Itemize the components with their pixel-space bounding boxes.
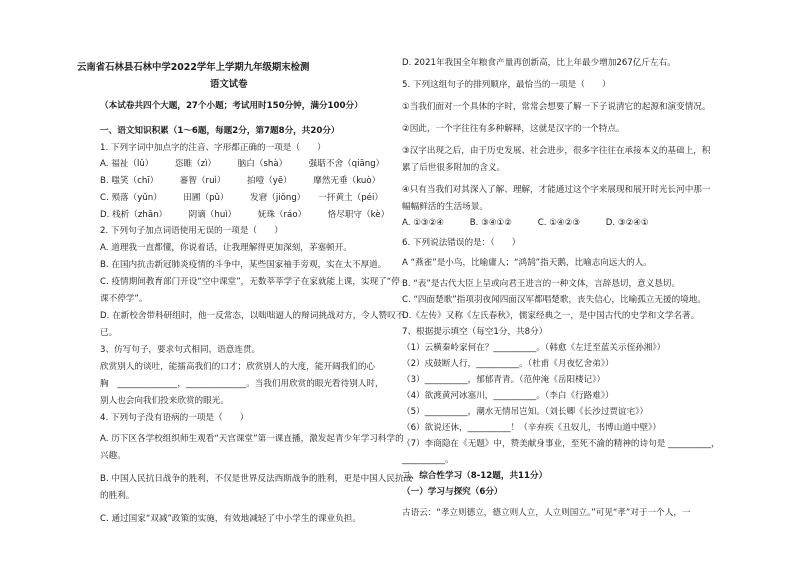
- question-4: 4. 下列句子没有语病的一项是（ ）: [100, 413, 249, 423]
- question-2-option-a: A. 道理我一直都懂，你说着话，让我理解得更加深刻，茅塞顿开。: [100, 243, 352, 253]
- exam-title: 云南省石林县石林中学2022学年上学期九年级期末检测: [77, 62, 310, 73]
- question-5: 5. 下列这组句子的排列顺序，最恰当的一项是（ ）: [402, 80, 611, 90]
- question-7-item-2: （2）戍鼓断人行，__________。（杜甫《月夜忆舍弟》）: [402, 359, 614, 369]
- exam-subtitle: 语文试卷: [210, 79, 248, 90]
- question-3-line-2: 胸 ______________，______________。当我们用欣赏的眼光看待别人时，: [100, 379, 384, 389]
- question-4-option-b: B. 中国人民抗日战争的胜利，不仅是世界反法西斯战争的胜利，更是中国人民抗战: [100, 474, 413, 484]
- question-7-item-3: （3）__________，郁郁青青。（范仲淹《岳阳楼记》）: [402, 375, 606, 385]
- question-2-option-c-cont: 课不停学”。: [100, 294, 148, 304]
- question-1: 1. 下列字词中加点字的注音、字形都正确的一项是（ ）: [100, 143, 326, 153]
- section-1-heading: 一、语文知识积累（1～6题，每题2分，第7题8分，共20分）: [100, 126, 340, 136]
- exam-note: （本试卷共四个大题，27个小题；考试用时150分钟，满分100分）: [100, 101, 363, 111]
- question-4-option-b-cont: 的胜利。: [100, 491, 135, 501]
- question-5-sentence-4-cont: 幅幅鲜活的生活场景。: [402, 202, 488, 212]
- question-2-option-d-cont: 已。: [100, 328, 118, 338]
- question-2: 2. 下列句子加点词语使用无误的一项是（ ）: [100, 226, 283, 236]
- subsection-1-heading: （一）学习与探究（6分）: [402, 487, 503, 497]
- question-7-item-7-cont: __________。: [402, 455, 454, 465]
- question-5-sentence-1: ①当我们面对一个具体的字时，常常会想要了解一下子说清它的起源和演变情况。: [402, 102, 711, 112]
- question-4-option-a-cont: 兴趣。: [100, 451, 126, 461]
- question-1-option-a: A. 福祉（lǔ） 恣睢（zì） 脑白（shà） 强聒不舍（qiāng）: [100, 159, 385, 169]
- question-3-line-3: 别人也会向我们投来欣赏的眼光。: [100, 396, 229, 406]
- question-7-item-6: （6）欲说还休，__________！（辛弃疾《丑奴儿，书博山道中壁》）: [402, 423, 661, 433]
- section-2-heading: 二、综合性学习（8-12题，共11分）: [402, 471, 548, 481]
- question-3: 3、仿写句子，要求句式相同，语意连贯。: [100, 345, 261, 355]
- question-7: 7、根据提示填空（每空1分，共8分）: [402, 327, 548, 337]
- question-6: 6. 下列说法错误的是：（ ）: [402, 238, 521, 248]
- question-6-option-a: A “燕雀”是小鸟，比喻庸人；“鸿鹄”指天鹅，比喻志向远大的人。: [402, 258, 652, 268]
- question-7-item-5: （5）__________，潮水无情吊岂知。（刘长卿《长沙过贾谊宅》）: [402, 407, 649, 417]
- passage-first-line: 古语云：“孝立则德立，德立则人立，人立则国立。”可见“孝”对于一个人，一: [402, 508, 691, 518]
- question-2-option-d: D. 在新校舍带科研组时，他一反常态，以咄咄逼人的辩词挑战对方，令人赞叹不: [100, 311, 405, 321]
- question-6-option-c: C. “四面楚歌”指项羽夜闻四面汉军都唱楚歌，丧失信心，比喻孤立无援的境地。: [402, 295, 706, 305]
- question-1-option-c: C. 殒落（yǔn） 田圃（pǔ） 发窘（jiǒng） 一抔黄土（péi）: [100, 193, 383, 203]
- question-1-option-b: B. 嗤笑（chī） 審智（ruì） 拍噎（yē） 靡然无垂（kuò）: [100, 176, 381, 186]
- question-6-option-b: B. “表”是古代大臣上呈或向君王进言的一种文体，言辞恳切，意义恳切。: [402, 279, 681, 289]
- question-4-option-d: D. 2021年我国全年粮食产量再创新高，比上年最少增加267亿斤左右。: [402, 58, 676, 68]
- question-7-item-4: （4）欲渡黄河冰塞川，__________。（李白《行路难》）: [402, 391, 614, 401]
- question-2-option-c: C. 疫情期间教育部门开设“空中课堂”，无数莘莘学子在家就能上课，实现了“停: [100, 277, 400, 287]
- question-5-sentence-2: ②因此，一个字往往有多种解释，这就是汉字的一个特点。: [402, 124, 625, 134]
- question-5-sentence-4: ④只有当我们对其深入了解、理解，才能通过这个字来展现和展开时光长河中那一: [402, 185, 711, 195]
- question-7-item-7: （7）李商隐在《无题》中，赞美献身事业，至死不渝的精神的诗句是 __________，: [402, 439, 720, 449]
- question-7-item-1: （1）云横秦岭家何在？__________。（韩愈《左迁至蓝关示侄孙湘》）: [402, 343, 666, 353]
- question-4-option-c: C. 通过国家“双减”政策的实施，有效地减轻了中小学生的课业负担。: [100, 514, 361, 524]
- question-2-option-b: B. 在国内抗击新冠肺炎疫情的斗争中，某些国家袖手旁观，实在太不厚道。: [100, 260, 387, 270]
- question-5-sentence-3: ③汉字出现之后，由于历史发展、社会进步，很多字往往在承接本义的基础上，积: [402, 146, 711, 156]
- question-5-options: A. ①③②④ B. ③④①② C. ①④②③ D. ③②④①: [402, 218, 649, 228]
- question-5-sentence-3-cont: 累了后世很多附加的含义。: [402, 163, 506, 173]
- question-1-option-d: D. 栈析（zhān） 阴谪（huì） 妩珠（ráo） 恪尽职守（kè）: [100, 210, 390, 220]
- question-6-option-d: D.《左传》又称《左氏春秋》，儒家经典之一，是中国古代的史学和文学名著。: [402, 311, 700, 321]
- question-4-option-a: A. 历下区各学校组织师生观看“天宫课堂”第一课直播，激发起青少年学习科学的: [100, 434, 404, 444]
- question-3-line-1: 欣赏别人的谈吐，能擂高我们的口才；欣赏别人的大度，能开阔我们的心: [100, 362, 376, 372]
